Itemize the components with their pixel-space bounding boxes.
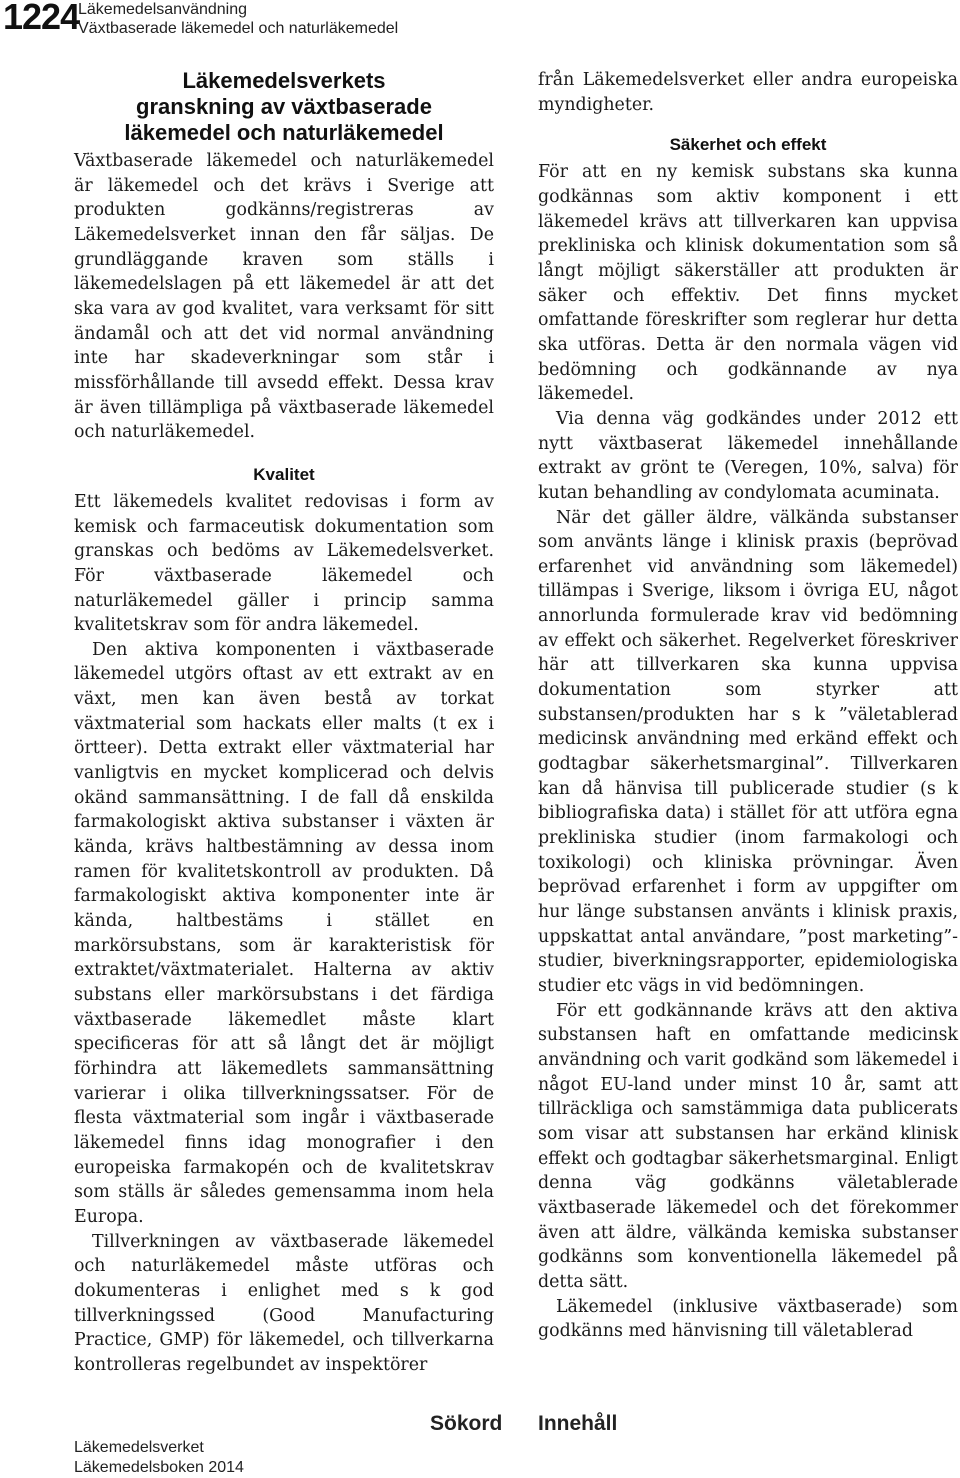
search-index-link[interactable]: Sökord — [430, 1412, 503, 1435]
left-column — [74, 68, 494, 1378]
safety-paragraph: Via denna väg godkändes under 2012 ett nytt växtbaserat läkemedel innehållande extrakt av grönt te (Veregen, 10%, salva) för kutan behandling av condylomata acuminata. — [538, 408, 958, 503]
article-title-line: Läkemedelsverkets — [182, 68, 386, 93]
right-column — [538, 68, 958, 1344]
article-title-line: granskning av växtbaserade — [136, 94, 432, 119]
article-title-line: läkemedel och naturläkemedel — [124, 120, 444, 145]
running-head — [78, 0, 398, 38]
intro-paragraph: Växtbaserade läkemedel och naturläkemedel är läkemedel och det krävs i Sverige att produkten godkänns/registreras av Läkemedelsverket innan den får säljas. De grundläggande kraven som ställs i läkemedelslagen på ett läkemedel är att det ska vara av god kvalitet, vara verksamt för sitt ändamål och att det vid normal användning inte har skadeverkningar som står i missförhållande till avsedd effekt. Dessa krav är även tillämpliga på växtbaserade läkemedel och naturläkemedel. — [74, 151, 494, 443]
quality-paragraph: Ett läkemedels kvalitet redovisas i form av kemisk och farmaceutisk dokumentation som granskas och bedöms av Läkemedelsverket. För växtbaserade läkemedel och naturläkemedel gäller i princip samma kvalitetskrav som för andra läkemedel. — [74, 491, 494, 636]
article-title — [74, 68, 494, 146]
contents-link[interactable]: Innehåll — [538, 1412, 618, 1435]
safety-heading: Säkerhet och effekt — [669, 135, 827, 155]
quality-paragraph: Den aktiva komponenten i växtbaserade läkemedel utgörs oftast av ett extrakt av en växt, men kan även bestå av torkat växtmaterial som hackats eller malts (t ex i örtteer). Detta extrakt eller växtmaterial har vanligtvis en mycket komplicerad och delvis okänd sammansättning. I de fall då enskilda farmakologiskt aktiva substanser i växten är kända, krävs haltbestämning av dessa inom ramen för kvalitetskontroll av produkten. Då farmakologiskt aktiva komponenter inte är kända, haltbestäms i stället en markörsubstans, som är karakteristisk för extraktet/växtmaterialet. Halterna av aktiv substans eller markörsubstans i det färdiga växtbaserade läkemedlet måste klart specificeras för att så långt det är möjligt förhindra att läkemedlets sammansättning varierar i olika tillverkningssatser. För de flesta växtmaterial som ingår i växtbaserade läkemedel finns idag monografier i den europeiska farmakopén och de kvalitetskrav som ställs är således gemensamma inom hela Europa. — [74, 639, 494, 1227]
quality-paragraph: Tillverkningen av växtbaserade läkemedel och naturläkemedel måste utföras och dokumenteras i enlighet med s k god tillverkningssed (Good Manufacturing Practice, GMP) för läkemedel, och tillverkarna kontrolleras regelbundet av inspektörer — [74, 1231, 494, 1375]
page-footer — [0, 1400, 960, 1478]
quality-heading: Kvalitet — [253, 464, 315, 484]
page-header — [0, 0, 960, 40]
chapter-title: Växtbaserade läkemedel och naturläkemedel — [78, 20, 399, 37]
safety-paragraph: När det gäller äldre, välkända substanser som använts länge i klinisk praxis (beprövad erfarenhet vid användning som läkemedel) tillämpas i Sverige, liksom i övriga EU, något annorlunda formulerade krav vid bedömning av effekt och säkerhet. Regelverket föreskriver här att tillverkaren ska kunna uppvisa dokumentation som styrker att substansen/produkten har s k ”väletablerad medicinsk användning med erkänd effekt och godtagbar säkerhetsmarginal”. Tillverkaren kan då hänvisa till publicerade studier (s k bibliografiska data) i stället för att utföra egna prekliniska studier (inom farmakologi och toxikologi) och kliniska prövningar. Även beprövad erfarenhet i form av uppgifter om hur länge substansen använts i klinisk praxis, uppskattat antal användare, ”post marketing”-studier, biverkningsrapporter, epidemiologiska studier etc vägs in vid bedömningen. — [538, 507, 958, 996]
book-title: Läkemedelsboken 2014 — [74, 1459, 244, 1476]
safety-paragraph: För att en ny kemisk substans ska kunna godkännas som aktiv komponent i ett läkemedel krävs att tillverkaren kan uppvisa prekliniska och klinisk dokumentation som så långt möjligt säkerställer att produkten är säker och effektiv. Det finns mycket omfattande föreskrifter som reglerar hur detta ska utföras. Detta är den normala vägen vid bedömning och godkännande av nya läkemedel. — [538, 162, 958, 405]
quality-paragraph-continued: från Läkemedelsverket eller andra europeiska myndigheter. — [538, 70, 958, 115]
publisher-info — [74, 1438, 244, 1478]
publisher-name: Läkemedelsverket — [74, 1439, 204, 1456]
section-title: Läkemedelsanvändning — [78, 1, 248, 18]
safety-paragraph: Läkemedel (inklusive växtbaserade) som godkänns med hänvisning till väletablerad — [538, 1296, 958, 1342]
safety-paragraph: För ett godkännande krävs att den aktiva substansen haft en omfattande medicinsk användning och varit godkänd som läkemedel i något EU-land under minst 10 år, samt att tillräckliga och samstämmiga data publicerats som visar att substansen har erkänd klinisk effekt och godtagbar säkerhetsmarginal. Enligt denna väg godkänns väletablerade växtbaserade läkemedel och det förekommer även att äldre, välkända kemiska substanser godkänns som konventionella läkemedel på detta sätt. — [538, 1000, 958, 1292]
page-number: 1224 — [3, 0, 80, 37]
